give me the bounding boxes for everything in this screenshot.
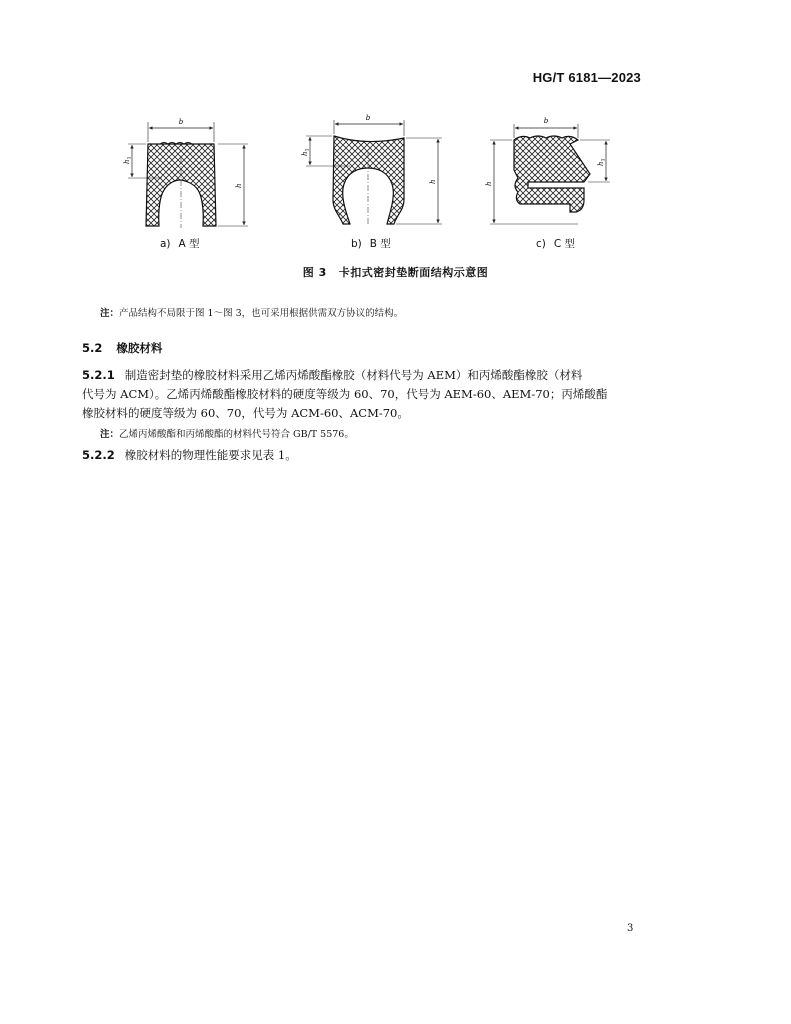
subfigure-label: A 型: [178, 238, 200, 250]
material-code-note: [100, 426, 354, 440]
subfigure-letter: a): [160, 238, 171, 250]
clause-text: 橡胶材料的物理性能要求见表 1。: [124, 448, 297, 462]
dimension-h1-label: $h_1$: [301, 148, 311, 156]
page-number: 3: [627, 923, 634, 934]
clause-text-line: 橡胶材料的硬度等级为 60、70，代号为 ACM-60、ACM-70。: [82, 406, 409, 420]
subfigure-b-caption: [351, 236, 391, 251]
figure-title: 卡扣式密封垫断面结构示意图: [338, 266, 489, 279]
subfigure-label: B 型: [369, 238, 391, 250]
subfigure-c-caption: [536, 236, 575, 251]
seal-type-a-diagram: [123, 118, 248, 228]
subfigure-letter: b): [351, 238, 362, 250]
figure-number: 图 3: [302, 266, 327, 279]
figure-caption: [0, 264, 791, 280]
figure-note: [100, 305, 403, 319]
clause-text-line: 代号为 ACM）。乙烯丙烯酸酯橡胶材料的硬度等级为 60、70，代号为 AEM-60、AEM-70；丙烯酸酯: [82, 387, 608, 401]
dimension-b-label: b: [543, 117, 549, 125]
note-text: 产品结构不局限于图 1～图 3，也可采用根据供需双方协议的结构。: [119, 308, 404, 319]
note-text: 乙烯丙烯酸酯和丙烯酸酯的材料代号符合 GB/T 5576。: [119, 429, 354, 440]
dimension-h1-label: $h_1$: [597, 158, 607, 166]
subfigure-a-caption: [160, 236, 200, 251]
section-title: 橡胶材料: [116, 341, 163, 355]
clause-number: 5.2.2: [82, 448, 115, 462]
seal-type-b-diagram: [301, 114, 442, 226]
subfigure-letter: c): [536, 238, 546, 250]
clause-text-line: 制造密封垫的橡胶材料采用乙烯丙烯酸酯橡胶（材料代号为 AEM）和丙烯酸酯橡胶（材料: [124, 368, 583, 382]
dimension-h1-label: $h_1$: [123, 156, 133, 164]
dimension-b-label: b: [178, 118, 184, 126]
dimension-h-label: h: [429, 179, 437, 184]
subfigure-label: C 型: [553, 238, 576, 250]
clause-5-2-2: [82, 446, 642, 465]
standard-code: HG/T 6181—2023: [532, 70, 641, 85]
dimension-h-label: h: [235, 183, 243, 188]
dimension-h-label: h: [485, 181, 493, 186]
note-label: 注：: [100, 429, 120, 440]
seal-type-c-diagram: [485, 117, 610, 224]
section-number: 5.2: [82, 341, 103, 355]
section-heading: [82, 340, 162, 356]
dimension-b-label: b: [365, 114, 371, 122]
clause-number: 5.2.1: [82, 368, 115, 382]
note-label: 注：: [100, 308, 120, 319]
clause-5-2-1: [82, 366, 642, 423]
